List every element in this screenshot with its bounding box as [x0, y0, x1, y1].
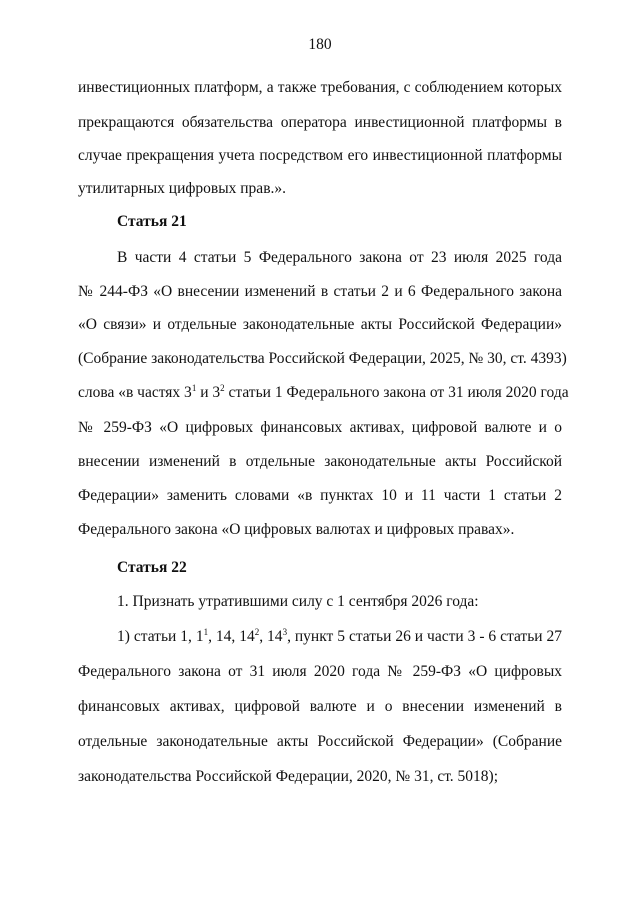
page-number: 180: [308, 36, 332, 53]
text-line: прекращаются обязательства оператора инвестиционной платформы в: [78, 114, 562, 131]
superscript: 1: [203, 626, 209, 637]
superscript: 2: [254, 626, 260, 637]
text-segment: слова «в частях 3: [78, 384, 192, 401]
text-segment: , пункт 5 статьи 26 и части 3 - 6 статьи 27: [287, 628, 563, 645]
text-line: 1. Признать утратившими силу с 1 сентября 2026 года:: [117, 593, 479, 610]
text-line: Федерального закона от 31 июля 2020 года № 259-ФЗ «О цифровых: [78, 663, 562, 680]
text-segment: и 3: [196, 384, 221, 401]
text-segment: , 14, 14: [208, 628, 255, 645]
text-line: внесении изменений в отдельные законодательные акты Российской: [78, 453, 562, 470]
text-segment: статьи 1 Федерального закона от 31 июля 2020 года: [224, 384, 569, 401]
text-line: финансовых активах, цифровой валюте и о внесении изменений в: [78, 698, 562, 715]
text-line: инвестиционных платформ, а также требования, с соблюдением которых: [78, 79, 562, 96]
text-line: законодательства Российской Федерации, 2020, № 31, ст. 5018);: [78, 768, 499, 785]
text-line-with-superscripts: [117, 627, 562, 647]
text-line: В части 4 статьи 5 Федерального закона от 23 июля 2025 года: [117, 249, 562, 266]
text-line: (Собрание законодательства Российской Федерации, 2025, № 30, ст. 4393): [78, 350, 567, 367]
article-21-heading: Статья 21: [117, 213, 187, 230]
superscript: 3: [282, 626, 288, 637]
text-line: «О связи» и отдельные законодательные акты Российской Федерации»: [78, 316, 562, 333]
text-line: № 244-ФЗ «О внесении изменений в статьи 2 и 6 Федерального закона: [78, 283, 562, 300]
superscript: 1: [191, 382, 197, 393]
text-line-with-superscripts: [78, 382, 569, 403]
text-line: случае прекращения учета посредством его инвестиционной платформы: [78, 147, 562, 164]
superscript: 2: [220, 382, 225, 393]
text-line: № 259-ФЗ «О цифровых финансовых активах, цифровой валюте и о: [78, 419, 562, 436]
text-line: Федерации» заменить словами «в пунктах 10 и 11 части 1 статьи 2: [78, 487, 562, 504]
text-line: Федерального закона «О цифровых валютах и цифровых правах».: [78, 521, 515, 538]
text-line: утилитарных цифровых прав.».: [78, 180, 287, 197]
text-segment: 1) статьи 1, 1: [117, 628, 204, 645]
text-segment: , 14: [259, 628, 283, 645]
article-22-heading: Статья 22: [117, 559, 187, 576]
text-line: отдельные законодательные акты Российской Федерации» (Собрание: [78, 733, 562, 750]
